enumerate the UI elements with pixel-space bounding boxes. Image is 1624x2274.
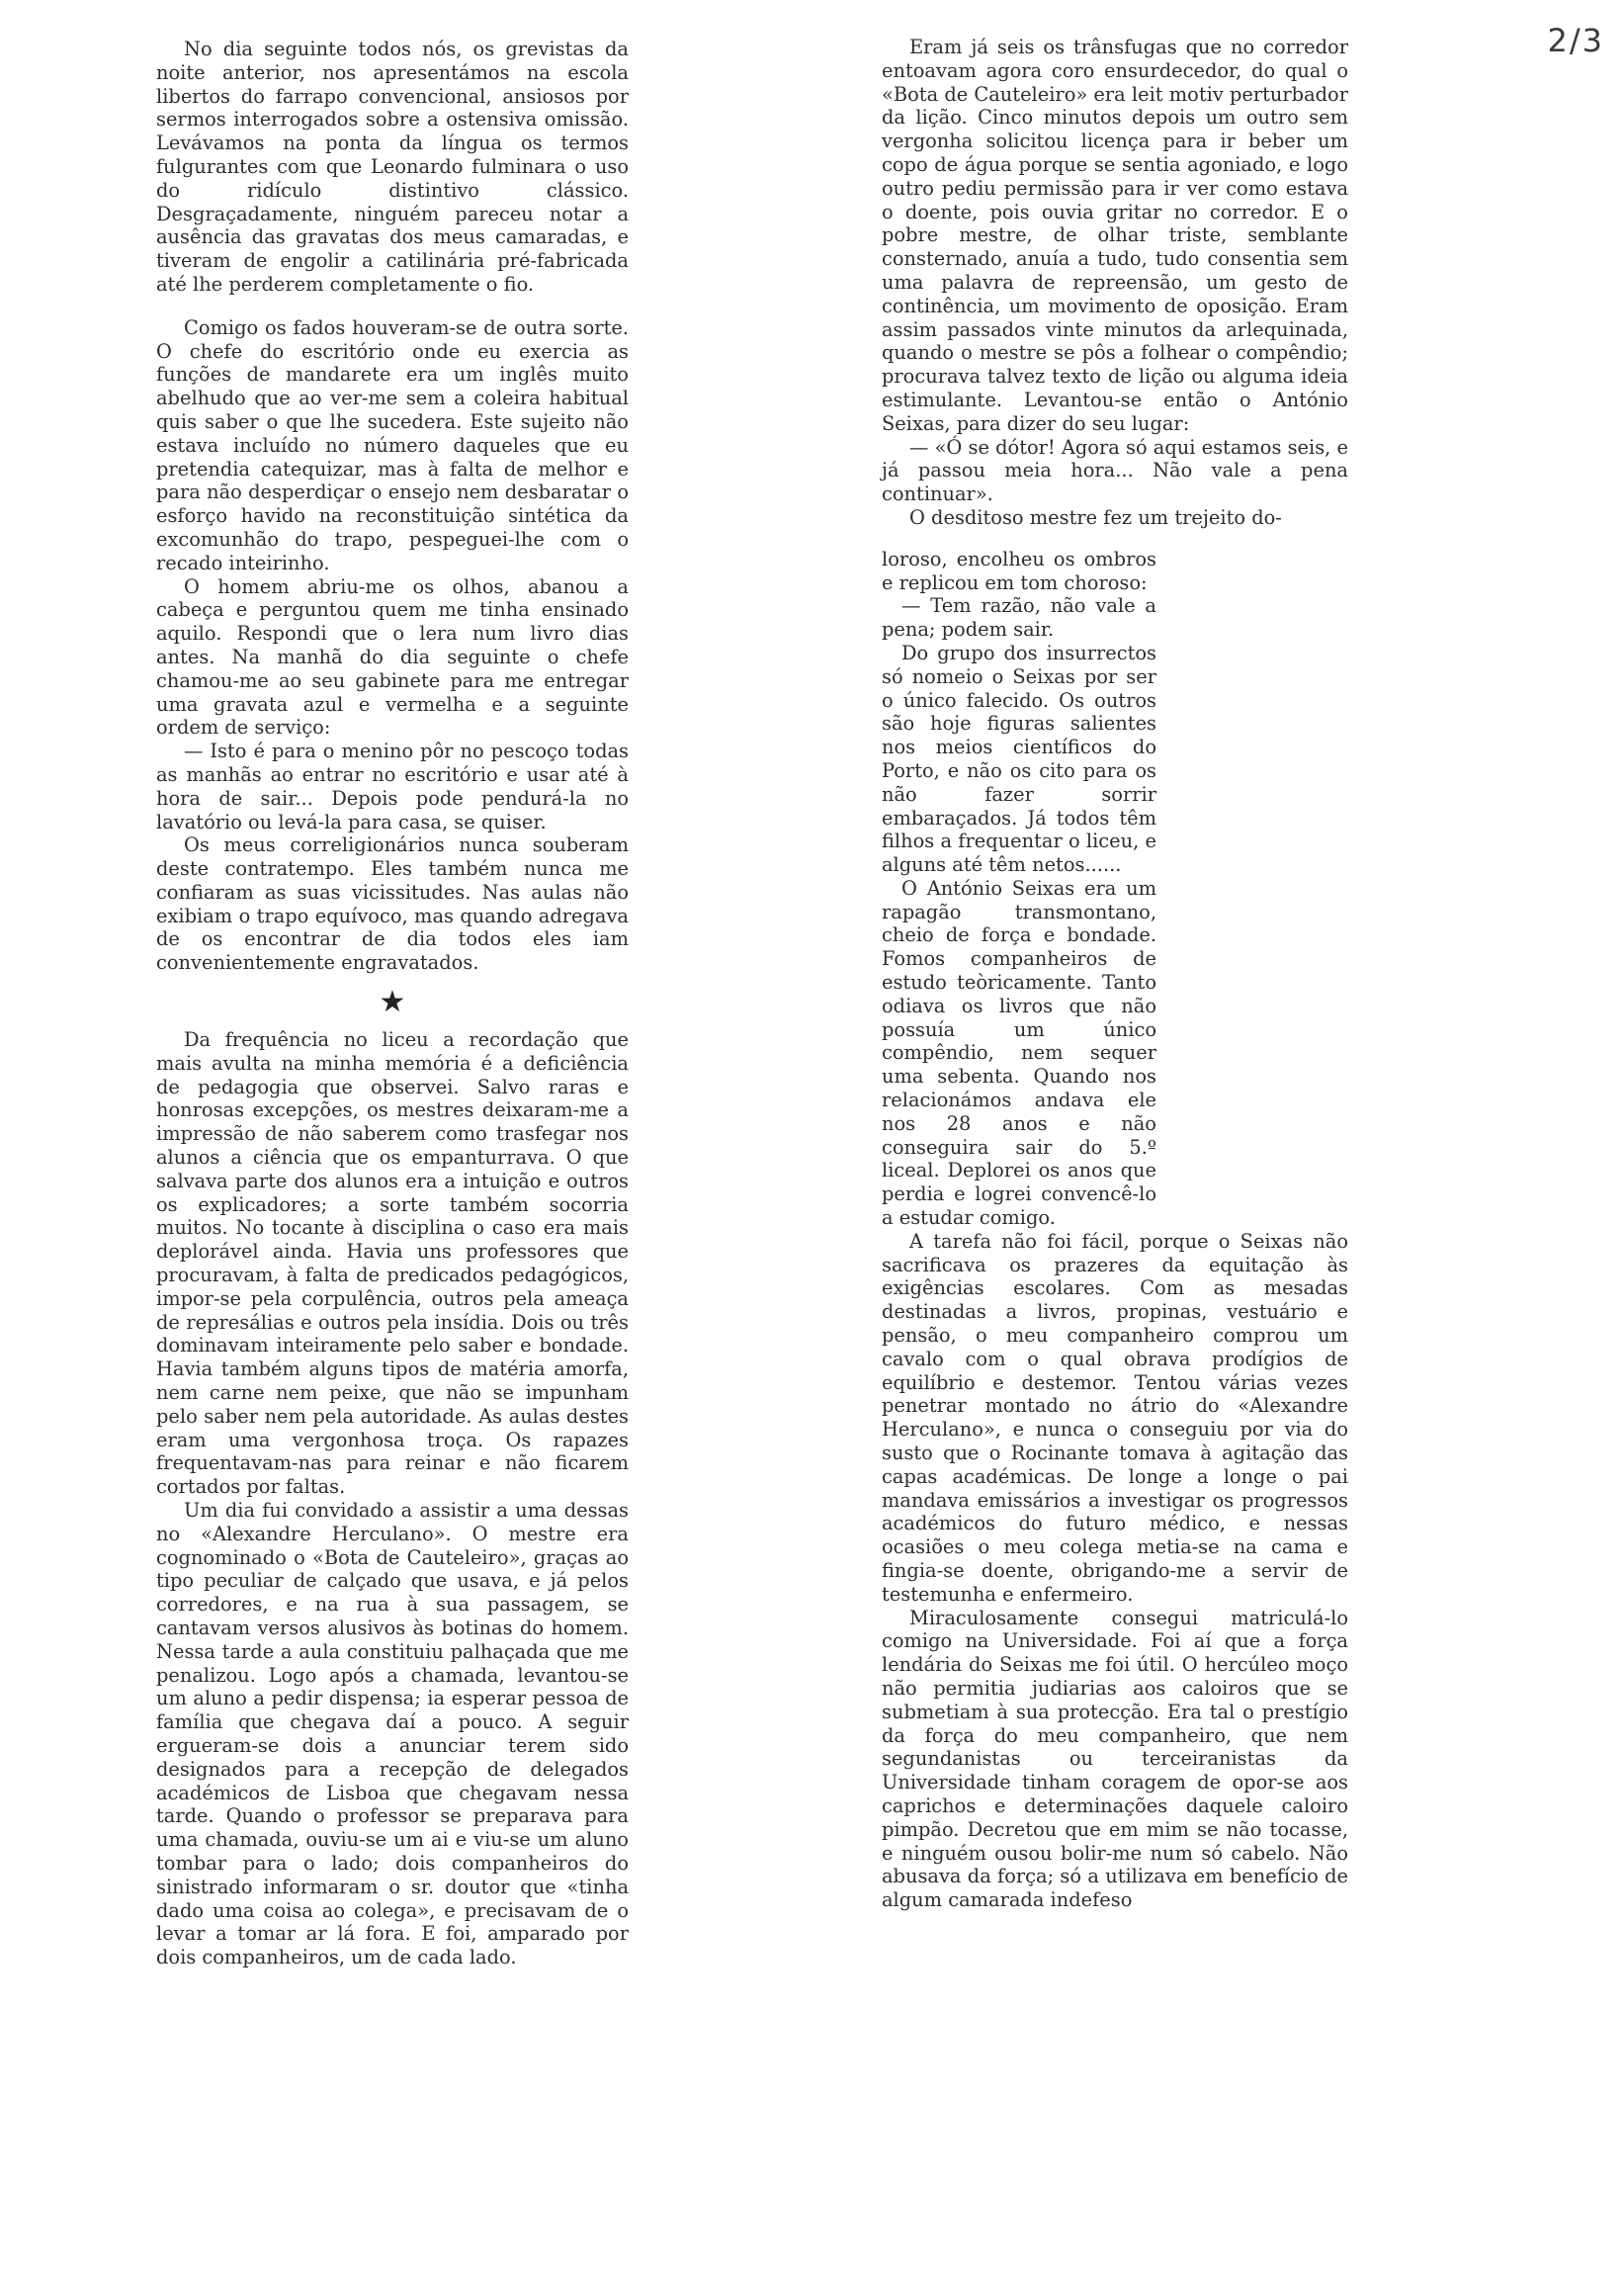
paragraph: A tarefa não foi fácil, porque o Seixas não sacrificava os prazeres da equitação às exigências escolares. Com as mesadas destinadas a livros, propinas, vestuário e pensão, o meu companheiro comprou um cavalo com o qual obrava prodígios de equilíbrio e destemor. Tentou várias vezes penetrar montado no átrio do «Alexandre Herculano», e nunca o conseguiu por via do susto que o Rocinante tomava à agitação das capas académicas. De longe a longe o pai mandava emissários a investigar os progressos académicos do futuro médico, e nessas ocasiões o meu colega metia-se na cama e fingia-se doente, obrigando-me a servir de testemunha e enfermeiro. xyxy=(882,1229,1348,1606)
paragraph: O homem abriu-me os olhos, abanou a cabeça e perguntou quem me tinha ensinado aquilo. Respondi que o lera num livro dias antes. Na manhã do dia seguinte o chefe chamou-me ao seu gabinete para me entregar uma gravata azul e vermelha e a seguinte ordem de serviço: xyxy=(156,574,629,740)
paragraph: Comigo os fados houveram-se de outra sorte. O chefe do escritório onde eu exercia as funções de mandarete era um inglês muito abelhudo que ao ver-me sem a coleira habitual quis saber o que lhe sucedera. Este sujeito não estava incluído no número daqueles que eu pretendia catequizar, mas à falta de melhor e para não desperdiçar o ensejo nem desbaratar o esforço havido na reconstituição sintética da excomunhão do trapo, pespeguei-lhe com o recado inteirinho. xyxy=(156,315,629,574)
paragraph: — Isto é para o menino pôr no pescoço todas as manhãs ao entrar no escritório e usar até à hora de sair... Depois pode pendurá-la no lavatório ou levá-la para casa, se quiser. xyxy=(156,740,629,833)
paragraph: No dia seguinte todos nós, os grevistas da noite anterior, nos apresentámos na escola libertos do farrapo convencional, ansiosos por sermos interrogados sobre a ostensiva omissão. Levávamos na ponta da língua os termos fulgurantes com que Leonardo fulminara o uso do ridículo distintivo clássico. Desgraçadamente, ninguém pareceu notar a ausência das gravatas dos meus camaradas, e tiveram de engolir a catilinária pré-fabricada até lhe perderem completamente o fio. xyxy=(156,38,629,296)
paragraph: Eram já seis os trânsfugas que no corredor entoavam agora coro ensurdecedor, do qual o «Bota de Cauteleiro» era leit motiv perturbador da lição. Cinco minutos depois um outro sem vergonha solicitou licença para ir beber um copo de água porque se sentia agoniado, e logo outro pediu permissão para ir ver como estava o doente, pois ouvia gritar no corredor. E o pobre mestre, de olhar triste, semblante consternado, anuía a tudo, tudo consentia sem uma palavra de repreensão, um gesto de continência, um movimento de oposição. Eram assim passados vinte minutos da arlequinada, quando o mestre se pôs a folhear o compêndio; procurava talvez texto de lição ou alguma ideia estimulante. Levantou-se então o António Seixas, para dizer do seu lugar: xyxy=(882,36,1348,435)
paragraph: Um dia fui convidado a assistir a uma dessas no «Alexandre Herculano». O mestre era cognominado o «Bota de Cauteleiro», graças ao tipo peculiar de calçado que usava, e já pelos corredores, e na rua à sua passagem, se cantavam versos alusivos às botinas do homem. Nessa tarde a aula constituiu palhaçada que me penalizou. Logo após a chamada, levantou-se um aluno a pedir dispensa; ia esperar pessoa de família que chegava daí a pouco. A seguir ergueram-se dois a anunciar terem sido designados para a recepção de delegados académicos de Lisboa que chegavam nessa tarde. Quando o professor se preparava para uma chamada, ouviu-se um ai e viu-se um aluno tombar para o lado; dois companheiros do sinistrado informaram o sr. doutor que «tinha dado uma coisa ao colega», e precisavam de o levar a tomar ar lá fora. E foi, amparado por dois companheiros, um de cada lado. xyxy=(156,1499,629,1969)
paragraph: O António Seixas era um rapagão transmontano, cheio de força e bondade. Fomos companheiros de estudo teòricamente. Tanto odiava os livros que não possuía um único compêndio, nem sequer uma sebenta. Quando nos relacionámos andava ele nos 28 anos e não conseguira sair do 5.º liceal. Deplorei os anos que perdia e logrei convencê-lo a estudar comigo. xyxy=(882,876,1156,1230)
narrow-text-block xyxy=(882,548,1156,1230)
paragraph: Do grupo dos insurrectos só nomeio o Seixas por ser o único falecido. Os outros são hoje figuras salientes nos meios científicos do Porto, e não os cito para os não fazer sorrir embaraçados. Já todos têm filhos a frequentar o liceu, e alguns até têm netos...... xyxy=(882,641,1156,877)
right-column xyxy=(882,36,1348,1912)
left-column xyxy=(156,38,629,1969)
paragraph: — Tem razão, não vale a pena; podem sair. xyxy=(882,594,1156,642)
paragraph: loroso, encolheu os ombros e replicou em tom choroso: xyxy=(882,547,1156,594)
paragraph: Da frequência no liceu a recordação que mais avulta na minha memória é a deficiência de pedagogia que observei. Salvo raras e honrosas excepções, os mestres deixaram-me a impressão de não saberem como trasfegar nos alunos a ciência que os empanturrava. O que salvava parte dos alunos era a intuição e outros os explicadores; a sorte também socorria muitos. No tocante à disciplina o caso era mais deplorável ainda. Havia uns professores que procuravam, à falta de predicados pedagógicos, impor-se pela corpulência, outros pela ameaça de represálias e outros pela insídia. Dois ou três dominavam inteiramente pelo saber e bondade. Havia também alguns tipos de matéria amorfa, nem carne nem peixe, que não se impunham pelo saber nem pela autoridade. As aulas destes eram uma vergonhosa troça. Os rapazes frequentavam-nas para reinar e não ficarem cortados por faltas. xyxy=(156,1028,629,1499)
page-number: 2/3 xyxy=(1547,22,1604,59)
paragraph: — «Ó se dótor! Agora só aqui estamos seis, e já passou meia hora... Não vale a pena continuar». xyxy=(882,435,1348,506)
paragraph: Miraculosamente consegui matriculá-lo comigo na Universidade. Foi aí que a força lendária do Seixas me foi útil. O hercúleo moço não permitia judiarias aos caloiros que se submetiam à sua protecção. Era tal o prestígio da força do meu companheiro, que nem segundanistas ou terceiranistas da Universidade tinham coragem de opor-se aos caprichos e determinações daquele caloiro pimpão. Decretou que em mim se não tocasse, e ninguém ousou bolir-me num só cabelo. Não abusava da força; só a utilizava em benefício de algum camarada indefeso xyxy=(882,1606,1348,1912)
paragraph: O desditoso mestre fez um trejeito do- xyxy=(909,505,1282,529)
paragraph: Os meus correligionários nunca souberam deste contratempo. Eles também nunca me confiaram as suas vicissitudes. Nas aulas não exibiam o trapo equívoco, mas quando adregava de os encontrar de dia todos eles iam convenientemente engravatados. xyxy=(156,833,629,975)
section-divider-star: ★ xyxy=(379,985,406,1020)
